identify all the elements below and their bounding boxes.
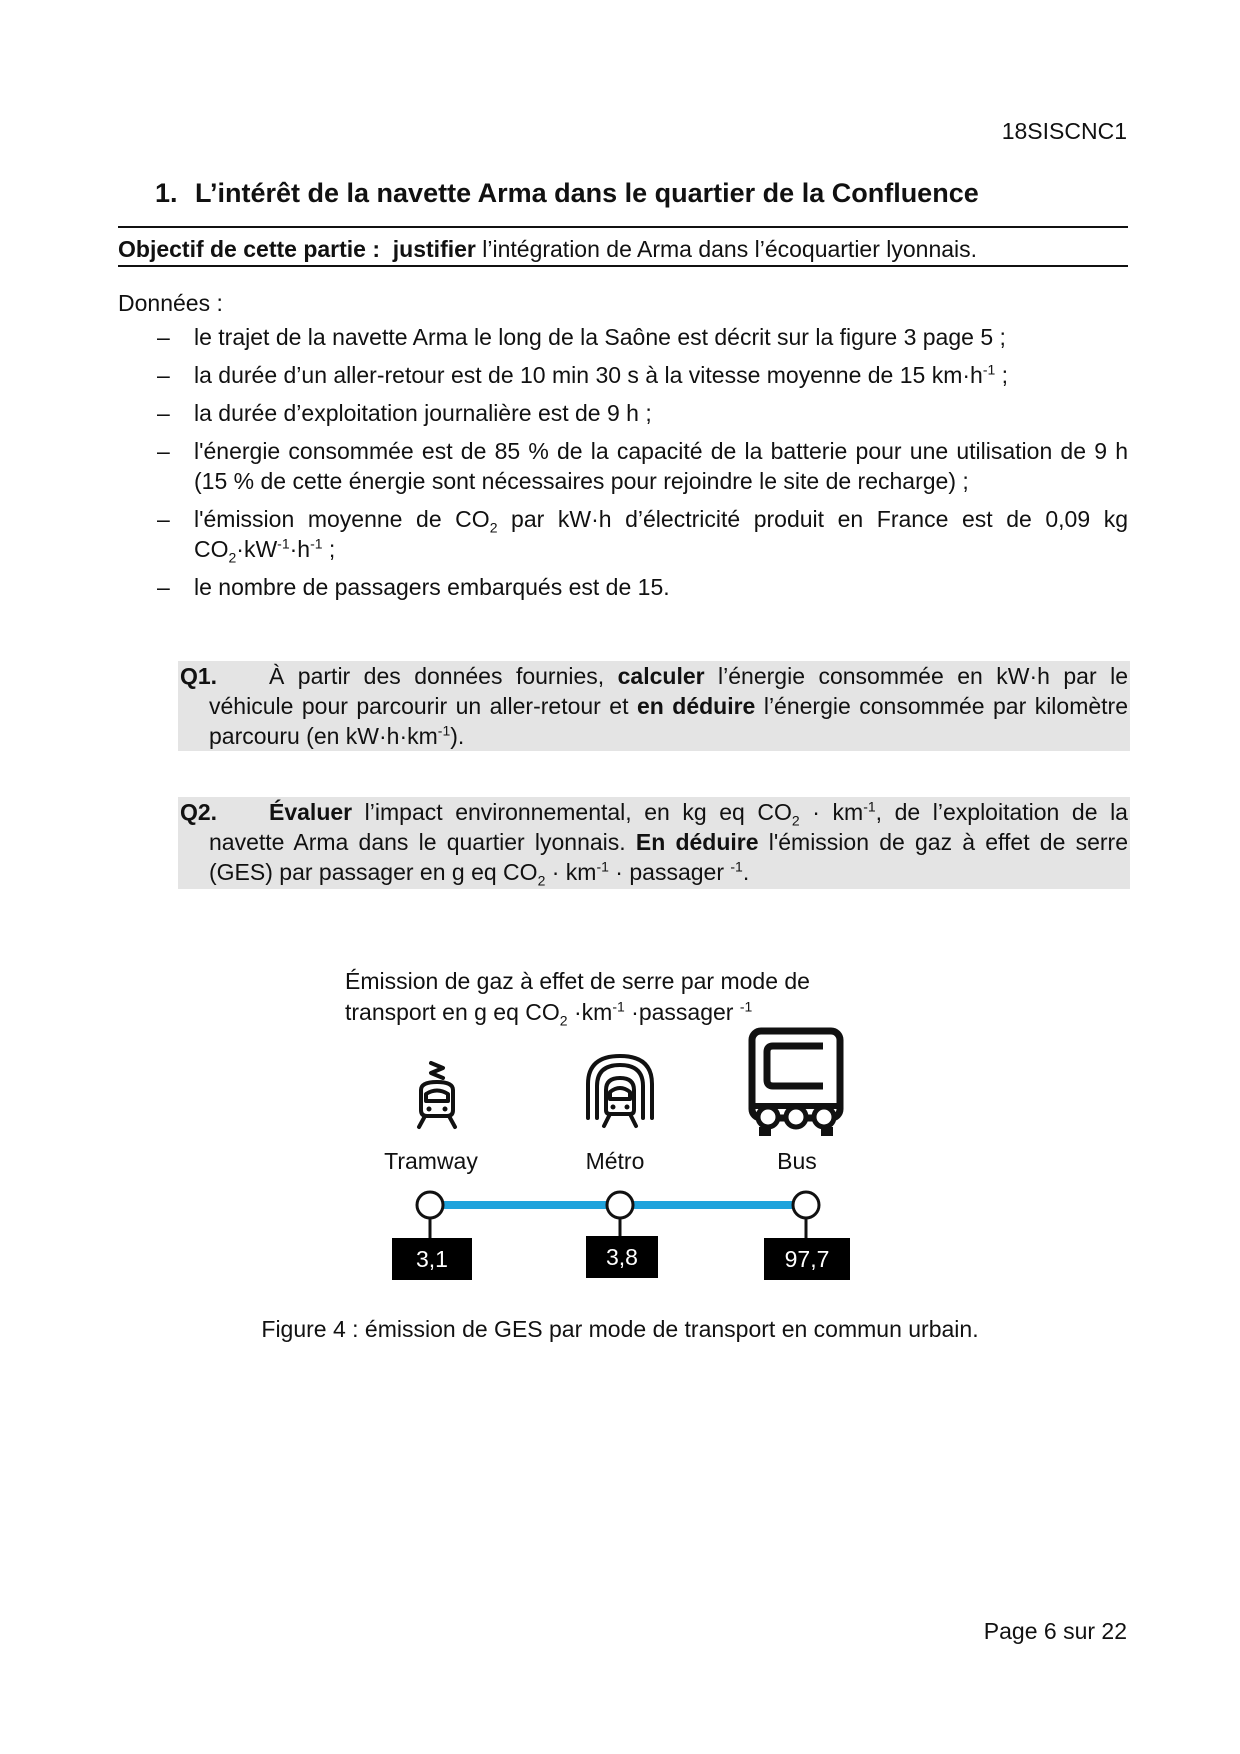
- section-title: L’intérêt de la navette Arma dans le quartier de la Confluence: [195, 178, 979, 208]
- mode-label-bus: Bus: [777, 1148, 817, 1174]
- figure-title: Émission de gaz à effet de serre par mode de transport en g eq $CO_2 \cdot km^{-1}$ ·passager $^{-1}$: [345, 968, 810, 1029]
- q1-label: Q1.: [180, 663, 218, 689]
- list-item: – la durée d’un aller-retour est de 10 min 30 s à la vitesse moyenne de 15 $km\cdot h^{-1}$ ;: [157, 361, 1009, 388]
- objective-rule-top: [118, 226, 1128, 228]
- value-box-tramway: 3,1: [392, 1238, 472, 1280]
- metro-icon: [584, 1052, 656, 1132]
- objective: [118, 236, 977, 263]
- mode-label-metro: Métro: [585, 1148, 645, 1174]
- list-item: – la durée d’exploitation journalière est de 9 h ;: [157, 400, 652, 426]
- q2-label: Q2.: [180, 799, 218, 825]
- section-heading: [155, 178, 979, 209]
- value-box-metro: 3,8: [586, 1236, 658, 1278]
- document-code: 18SISCNC1: [1001, 118, 1127, 144]
- stop-bus: [793, 1192, 819, 1218]
- data-list: [150, 322, 1128, 610]
- objective-label: Objectif de cette partie :: [118, 236, 381, 262]
- question-q1: Q1. À partir des données fournies, calculer l’énergie consommée en kW·h par le véhicule pour parcourir un aller-retour et en déduire l’énergie consommée par kilomètre parcouru (en $kW\cdot h\cdot km^{-1}$).: [180, 663, 1129, 749]
- objective-rule-bottom: [118, 265, 1128, 267]
- figure-caption: Figure 4 : émission de GES par mode de transport en commun urbain.: [261, 1316, 979, 1342]
- objective-verb: justifier: [392, 236, 476, 262]
- section-number: 1.: [155, 178, 178, 208]
- objective-text: l’intégration de Arma dans l’écoquartier lyonnais.: [482, 236, 978, 262]
- list-item: – l'énergie consommée est de 85 % de la capacité de la batterie pour une utilisation de 9 h (15 % de cette énergie sont nécessaires pour rejoindre le site de recharge) ;: [157, 438, 1128, 494]
- question-q2: Q2. Évaluer l’impact environnemental, en kg eq $CO_2 \cdot km^{-1}$, de l’exploitation de la navette Arma dans le quartier lyonnais. En déduire l'émission de gaz à effet de serre (GES) par passager en g eq $CO_2 \cdot km^{-1}$ · passager $^{-1}$.: [180, 798, 1128, 889]
- list-item: – le nombre de passagers embarqués est de 15.: [157, 574, 670, 600]
- stop-tramway: [417, 1192, 443, 1218]
- tram-icon: [409, 1060, 465, 1130]
- stop-metro: [607, 1192, 633, 1218]
- list-item: – le trajet de la navette Arma le long de la Saône est décrit sur la figure 3 page 5 ;: [157, 324, 1006, 350]
- data-label: Données :: [118, 290, 223, 316]
- value-box-bus: 97,7: [764, 1238, 850, 1280]
- page-number: Page 6 sur 22: [983, 1618, 1127, 1644]
- bus-icon: [747, 1026, 845, 1138]
- list-item: – l'émission moyenne de $CO_2$ par kW·h d’électricité produit en France est de 0,09 kg $CO_2\cdot kW^{-1}\cdot h^{-1}$ ;: [157, 506, 1128, 566]
- mode-label-tramway: Tramway: [384, 1148, 478, 1174]
